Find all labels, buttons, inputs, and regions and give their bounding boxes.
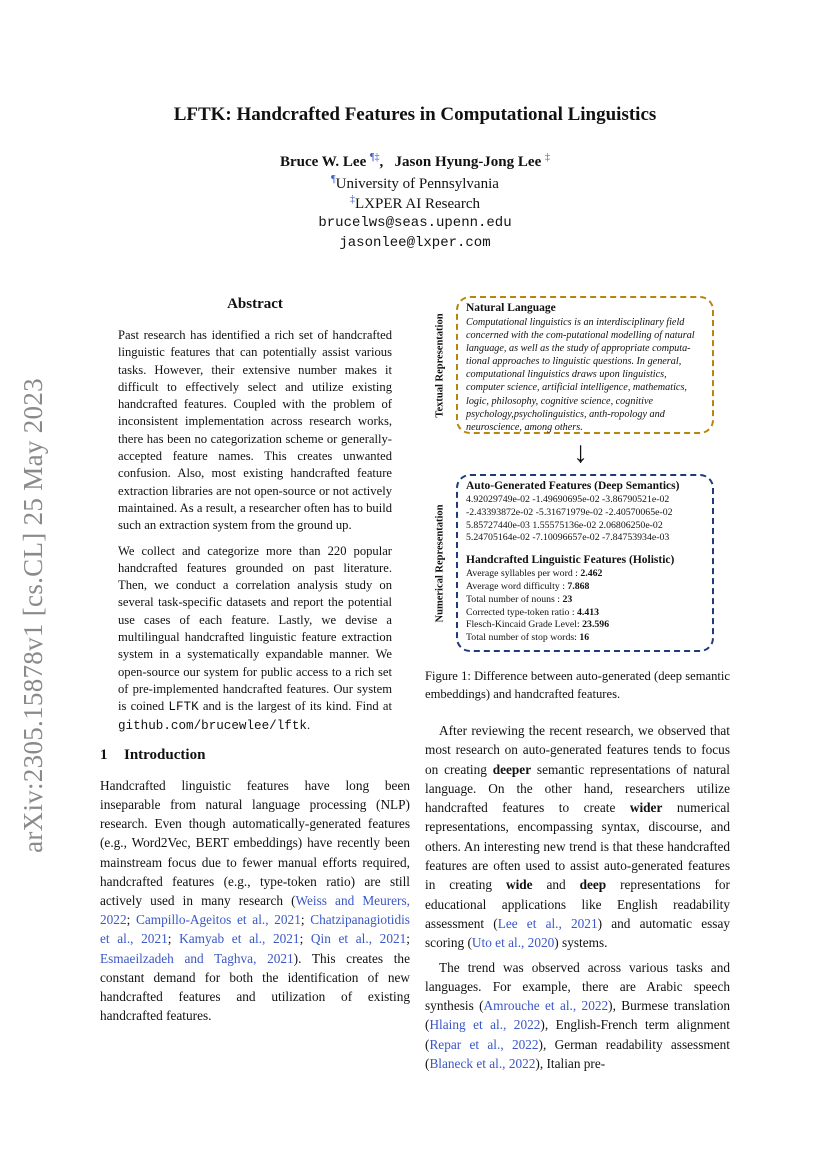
natural-language-text: Computational linguistics is an interdisciplinary field concerned with the com-putational modelling of natural language, as well as the study of appropriate computa-tional approaches to linguistic questions. In general, computational linguistics draws upon linguistics, computer science, artificial intelligence, mathematics, logic, philosophy, cognitive science, cognitive psychology,psycholinguistics, anth-ropology and neuroscience, among others. xyxy=(466,317,695,433)
embedding-line: 4.92029749e-02 -1.49690695e-02 -3.86790521e-02 xyxy=(466,494,670,505)
numerical-representation-label: Numerical Representation xyxy=(434,504,446,622)
auto-features-title: Auto-Generated Features (Deep Semantics) xyxy=(466,480,680,492)
author-line: Bruce W. Lee ¶‡, Jason Hyung-Jong Lee ‡ xyxy=(280,152,550,170)
github-link[interactable]: github.com/brucewlee/lftk xyxy=(118,718,307,733)
abstract-paragraph-2: We collect and categorize more than 220 popular handcrafted features grounded on past literature. Then, we conduct a correlation analysis study on several task-specific datasets and report the potential use cases of each feature. Lastly, we devise a multilingual handcrafted linguistic feature extraction system in a systematically expandable manner. We open-source our system for public access to a rich set of pre-implemented handcrafted features. Our system is coined LFTK and is the largest of its kind. Find at github.com/brucewlee/lftk. xyxy=(118,543,392,733)
intro-paragraph: Handcrafted linguistic features have long been inseparable from natural language processing (NLP) research. Even though automatically-generated features (e.g., Word2Vec, BERT embeddings) have recently been mainstream focus due to fewer manual efforts required, handcrafted features (e.g., type-token ratio) are still actively used in many research (Weiss and Meurers, 2022; Campillo-Ageitos et al., 2021; Chatzipanagiotidis et al., 2021; Kamyab et al., 2021; Qin et al., 2021; Esmaeilzadeh and Taghva, 2021). This creates the constant demand for both the identification of new handcrafted features and utilization of existing handcrafted features. xyxy=(100,777,410,1024)
citation[interactable]: Uto et al., 2020 xyxy=(471,935,555,951)
handcrafted-features-title: Handcrafted Linguistic Features (Holistic) xyxy=(466,554,675,567)
figure-1 xyxy=(425,296,730,658)
left-column xyxy=(100,296,410,1025)
citation[interactable]: Esmaeilzadeh and Taghva, 2021 xyxy=(100,950,294,966)
features-box xyxy=(456,474,714,652)
paper-title: LFTK: Handcrafted Features in Computational Linguistics xyxy=(173,104,657,125)
citation[interactable]: Lee et al., 2021 xyxy=(497,915,598,931)
affiliation-2: ‡LXPER AI Research xyxy=(350,194,480,212)
email-2[interactable]: jasonlee@lxper.com xyxy=(339,235,491,251)
citation[interactable]: Qin et al., 2021 xyxy=(310,931,407,947)
citation[interactable]: Amrouche et al., 2022 xyxy=(483,998,609,1014)
arxiv-identifier: arXiv:2305.15878v1 [cs.CL] 25 May 2023 xyxy=(17,377,48,853)
author-2-marks: ‡ xyxy=(544,152,550,163)
citation[interactable]: Blaneck et al., 2022 xyxy=(429,1056,536,1072)
down-arrow-icon: ↓ xyxy=(573,436,588,469)
citation[interactable]: Weiss and Meurers, 2022 xyxy=(100,893,410,928)
embedding-line: 5.24705164e-02 -7.10096657e-02 -7.84753934e-03 xyxy=(466,532,670,544)
author-1-marks: ¶‡ xyxy=(370,152,380,163)
feature-line: Total number of nouns : 23 xyxy=(466,593,573,605)
textual-representation-label: Textual Representation xyxy=(434,312,446,418)
author-2-name: Jason Hyung-Jong Lee xyxy=(394,154,542,170)
feature-line: Average syllables per word : 2.462 xyxy=(466,568,603,580)
citation[interactable]: Chatzipanagiotidis et al., 2021 xyxy=(100,912,410,947)
right-column xyxy=(425,296,730,1078)
abstract-body xyxy=(100,327,410,735)
citation[interactable]: Repar et al., 2022 xyxy=(429,1036,539,1052)
natural-language-title: Natural Language xyxy=(466,302,556,314)
figure-caption: Figure 1: Difference between auto-generated (deep semantic embeddings) and handcrafted features. xyxy=(425,669,730,701)
author-1-name: Bruce W. Lee xyxy=(280,154,367,170)
embedding-line: -2.43393872e-02 -5.31671979e-02 -2.40570065e-02 xyxy=(466,506,673,518)
section-heading-introduction: 1 Introduction xyxy=(100,746,206,763)
abstract-paragraph-1: Past research has identified a rich set of handcrafted linguistic features that can potentially assist various tasks. However, their extensive number makes it difficult to effectively select and utilize existing handcrafted features. Coupled with the problem of inconsistent implementation across research works, there has been no categorization scheme or generally-accepted feature names. This creates unwanted confusion. Also, most existing handcrafted feature extraction libraries are not open-source or not actively maintained. As a result, a researcher often has to build such an extraction system from the ground up. xyxy=(118,328,392,533)
citation[interactable]: Hlaing et al., 2022 xyxy=(429,1017,541,1033)
abstract-heading: Abstract xyxy=(227,296,283,312)
natural-language-box xyxy=(456,296,714,434)
feature-line: Corrected type-token ratio : 4.413 xyxy=(466,606,600,618)
affiliation-1: ¶University of Pennsylvania xyxy=(331,174,499,192)
feature-line: Average word difficulty : 7.868 xyxy=(466,580,590,592)
feature-line: Total number of stop words: 16 xyxy=(466,632,590,644)
feature-line: Flesch-Kincaid Grade Level: 23.596 xyxy=(466,619,610,631)
citation[interactable]: Campillo-Ageitos et al., 2021 xyxy=(136,912,301,928)
email-1[interactable]: brucelws@seas.upenn.edu xyxy=(318,215,512,231)
body-paragraph-1: After reviewing the recent research, we observed that most research on auto-generated features tends to focus on creating deeper semantic representations of natural language. On the other hand, researchers utilize handcrafted features to create wider numerical representations, encompassing syntax, discourse, and others. An interesting new trend is that these handcrafted features are often used to assist auto-generated features in creating wide and deep representations for educational applications like English readability assessment (Lee et al., 2021) and automatic essay scoring (Uto et al., 2020) systems. xyxy=(425,723,731,951)
system-name: LFTK xyxy=(168,700,199,715)
citation[interactable]: Kamyab et al., 2021 xyxy=(179,931,300,947)
body-paragraph-2: The trend was observed across various tasks and languages. For example, there are Arabic speech synthesis (Amrouche et al., 2022), Burmese translation (Hlaing et al., 2022), English-French term alignment (Repar et al., 2022), German readability assessment (Blaneck et al., 2022), Italian pre- xyxy=(425,959,731,1072)
embedding-line: 5.85727440e-03 1.55575136e-02 2.06806250e-02 xyxy=(466,519,663,531)
